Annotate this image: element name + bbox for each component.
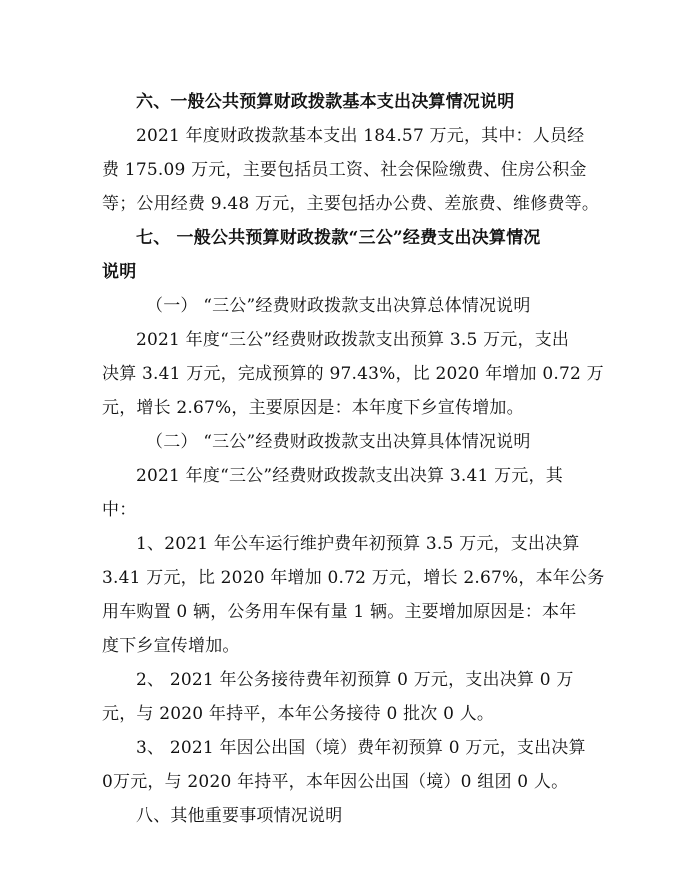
list-item-1-line: 1、2021 年公车运行维护费年初预算 3.5 万元，支出决算 <box>136 534 580 554</box>
paragraph-line: 2021 年度“三公”经费财政拨款支出预算 3.5 万元，支出 <box>136 330 570 350</box>
paragraph-line: 元，增长 2.67%，主要原因是：本年度下乡宣传增加。 <box>102 398 524 418</box>
list-item-1-line: 3.41 万元，比 2020 年增加 0.72 万元，增长 2.67%，本年公务 <box>102 568 605 588</box>
paragraph-line: 费 175.09 万元，主要包括员工资、社会保险缴费、住房公积金 <box>102 160 587 180</box>
list-item-1-line: 用车购置 0 辆，公务用车保有量 1 辆。主要增加原因是：本年 <box>102 602 577 622</box>
subsection-one-heading: （一） “三公”经费财政拨款支出决算总体情况说明 <box>146 296 531 316</box>
list-item-2-line: 2、 2021 年公务接待费年初预算 0 万元，支出决算 0 万 <box>136 670 574 690</box>
list-item-3-line: 3、 2021 年因公出国（境）费年初预算 0 万元，支出决算 <box>136 738 586 758</box>
paragraph-line: 2021 年度财政拨款基本支出 184.57 万元，其中：人员经 <box>136 126 585 146</box>
paragraph-line: 等；公用经费 9.48 万元，主要包括办公费、差旅费、维修费等。 <box>102 194 600 214</box>
subsection-two-heading: （二） “三公”经费财政拨款支出决算具体情况说明 <box>146 432 531 452</box>
paragraph-line: 2021 年度“三公”经费财政拨款支出决算 3.41 万元，其 <box>136 466 563 486</box>
list-item-1-line: 度下乡宣传增加。 <box>102 636 240 656</box>
section-seven-heading-continued: 说明 <box>102 262 137 282</box>
paragraph-line: 决算 3.41 万元，完成预算的 97.43%，比 2020 年增加 0.72 万 <box>102 364 604 384</box>
paragraph-line: 中： <box>102 500 137 520</box>
section-seven-heading: 七、 一般公共预算财政拨款“三公”经费支出决算情况 <box>136 228 541 248</box>
list-item-2-line: 元，与 2020 年持平，本年公务接待 0 批次 0 人。 <box>102 704 495 724</box>
section-eight-heading: 八、其他重要事项情况说明 <box>136 806 343 826</box>
section-six-heading: 六、一般公共预算财政拨款基本支出决算情况说明 <box>136 92 515 112</box>
list-item-3-line: 0万元，与 2020 年持平，本年因公出国（境）0 组团 0 人。 <box>102 772 569 792</box>
